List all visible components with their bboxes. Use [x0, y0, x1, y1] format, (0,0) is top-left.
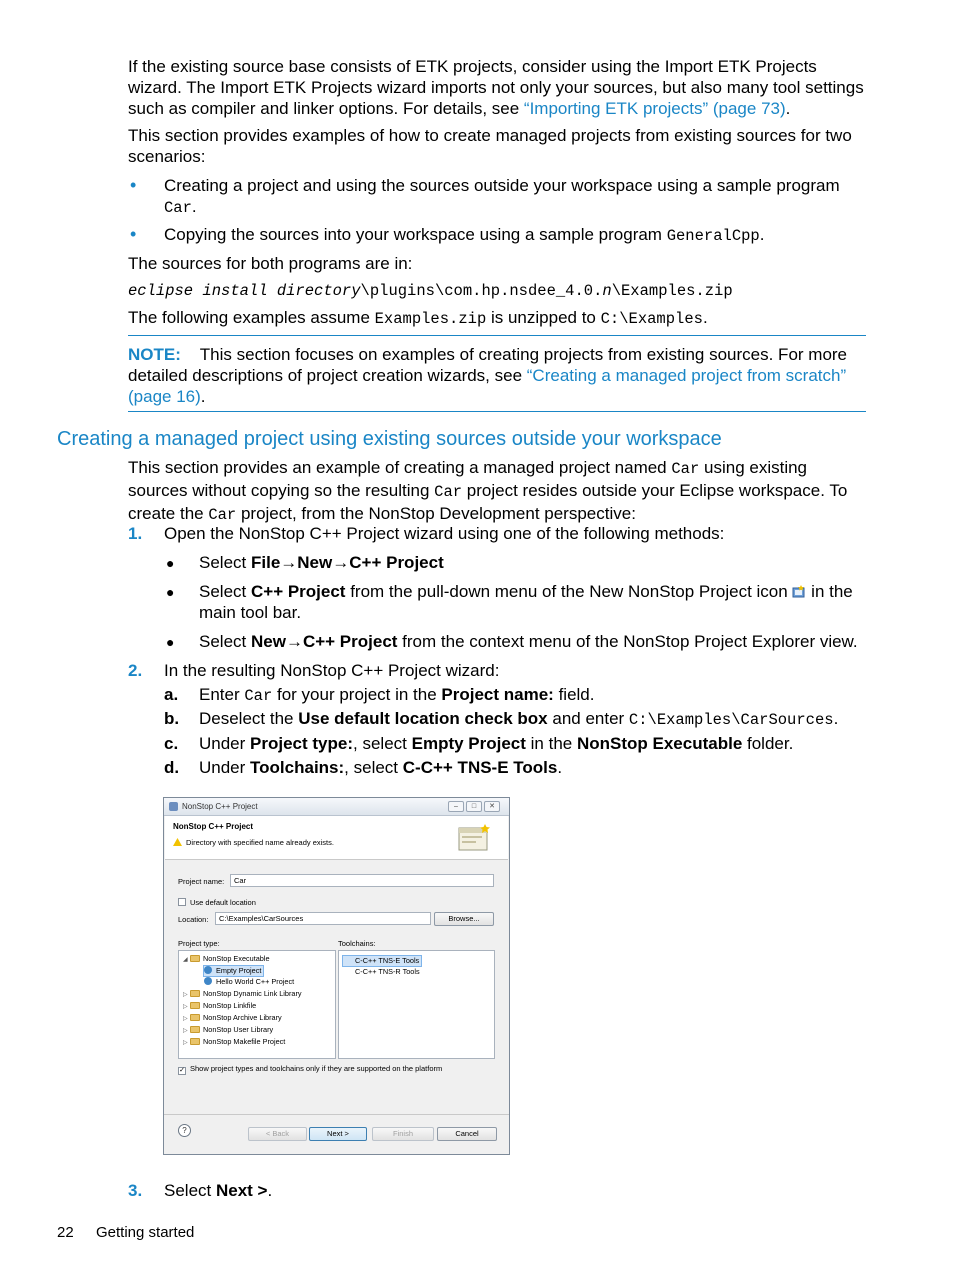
folder-icon [190, 955, 200, 962]
step-number: 3. [128, 1181, 143, 1200]
dialog-title: NonStop C++ Project [182, 802, 258, 811]
tree-item-archive-library[interactable]: ▷ NonStop Archive Library [183, 1013, 282, 1022]
close-button[interactable]: ✕ [484, 801, 500, 812]
step-2-text: In the resulting NonStop C++ Project wizard: [164, 661, 500, 680]
toolchains-label: Toolchains: [338, 939, 376, 948]
back-button[interactable]: < Back [248, 1127, 307, 1141]
bullet-icon: ● [166, 584, 175, 600]
bullet-icon: ● [166, 634, 175, 650]
step-number: 1. [128, 524, 143, 543]
folder-icon [190, 1014, 200, 1021]
step-1-method-3: Select New→C++ Project from the context menu of the NonStop Project Explorer view. [199, 632, 858, 651]
warning-icon [173, 838, 182, 846]
substep-b: Deselect the Use default location check box and enter C:\Examples\CarSources. [199, 709, 839, 729]
project-icon [204, 977, 212, 985]
tree-item-linkfile[interactable]: ▷ NonStop Linkfile [183, 1001, 257, 1010]
step-3-text: Select Next >. [164, 1181, 273, 1200]
tree-item-nonstop-executable[interactable]: ◢ NonStop Executable [183, 954, 270, 963]
creating-managed-project-link[interactable]: “Creating a managed project from scratch” (page 16) [128, 366, 847, 406]
wizard-banner-icon [457, 824, 491, 852]
substep-c: Under Project type:, select Empty Project in the NonStop Executable folder. [199, 734, 794, 753]
step-1-method-1: Select File→New→C++ Project [199, 553, 444, 572]
minimize-button[interactable]: – [448, 801, 464, 812]
project-icon [204, 966, 212, 974]
location-input[interactable]: C:\Examples\CarSources [215, 912, 431, 925]
tree-item-hello-world[interactable]: Hello World C++ Project [204, 977, 294, 987]
toolchains-list[interactable] [338, 950, 495, 1059]
window-icon [169, 802, 178, 811]
project-name-label: Project name: [178, 877, 225, 886]
substep-d: Under Toolchains:, select C-C++ TNS-E Tools. [199, 758, 563, 777]
wizard-warning: Directory with specified name already exists. [173, 838, 334, 847]
bullet-car: Creating a project and using the sources outside your workspace using a sample program Car. [164, 176, 840, 217]
note-top-rule [128, 335, 866, 336]
browse-button[interactable]: Browse... [434, 912, 494, 926]
dialog-separator [164, 1114, 509, 1115]
toolchain-item-tns-e[interactable]: C-C++ TNS-E Tools [342, 955, 422, 967]
assume-paragraph: The following examples assume Examples.zip is unzipped to C:\Examples. [128, 308, 708, 328]
folder-icon [190, 990, 200, 997]
folder-icon [190, 1038, 200, 1045]
nonstop-cpp-project-dialog [163, 797, 510, 1155]
note-box: NOTE: This section focuses on examples of creating projects from existing sources. For more detailed descriptions of project creation wizards, see “Creating a managed project from scratch” (page 16). [128, 345, 848, 406]
tree-item-makefile-project[interactable]: ▷ NonStop Makefile Project [183, 1037, 286, 1046]
examples-path: eclipse install directory\plugins\com.hp.nsdee_4.0.n\Examples.zip [128, 282, 733, 300]
project-name-input[interactable]: Car [230, 874, 494, 887]
tree-item-user-library[interactable]: ▷ NonStop User Library [183, 1025, 274, 1034]
folder-icon [190, 1026, 200, 1033]
footer-title: Getting started [96, 1224, 195, 1241]
substep-letter: d. [164, 758, 180, 777]
section-intro: This section provides an example of creating a managed project named Car using existing sources without copying so the resulting Car project resides outside your Eclipse workspace. To create the Car project, from the NonStop Development perspective: [128, 458, 848, 524]
help-icon[interactable]: ? [178, 1124, 191, 1137]
substep-letter: a. [164, 685, 179, 704]
use-default-location-checkbox[interactable]: Use default location [178, 898, 256, 907]
substep-letter: b. [164, 709, 180, 728]
step-number: 2. [128, 661, 143, 680]
note-bottom-rule [128, 411, 866, 412]
wizard-header [165, 816, 508, 860]
sources-paragraph: The sources for both programs are in: [128, 254, 413, 273]
finish-button[interactable]: Finish [372, 1127, 434, 1141]
bullet-icon: • [130, 175, 137, 195]
section-heading: Creating a managed project using existing sources outside your workspace [57, 428, 722, 450]
next-button[interactable]: Next > [309, 1127, 367, 1141]
maximize-button[interactable]: □ [466, 801, 482, 812]
cancel-button[interactable]: Cancel [437, 1127, 497, 1141]
substep-a: Enter Car for your project in the Project name: field. [199, 685, 595, 705]
step-1-text: Open the NonStop C++ Project wizard using one of the following methods: [164, 524, 725, 543]
bullet-icon: ● [166, 555, 175, 571]
page-number: 22 [57, 1224, 74, 1241]
tree-item-empty-project[interactable]: Empty Project [203, 965, 264, 977]
importing-etk-link[interactable]: “Importing ETK projects” (page 73) [523, 99, 786, 118]
substep-letter: c. [164, 734, 179, 753]
note-label: NOTE: [128, 345, 181, 364]
project-type-label: Project type: [178, 939, 220, 948]
wizard-header-title: NonStop C++ Project [173, 822, 254, 831]
checkbox-icon: ✓ [179, 1067, 185, 1074]
intro-text: If the existing source base consists of ETK projects, consider using the Import ETK Projects wizard. The Import ETK Projects wizard imports not only your sources, but also many tool settings such as compiler and linker options. For details, see [128, 57, 864, 118]
step-1-method-2: Select C++ Project from the pull-down menu of the New NonStop Project icon in the main tool bar. [199, 582, 853, 622]
scenarios-paragraph: This section provides examples of how to create managed projects from existing sources for two scenarios: [128, 126, 852, 166]
new-nonstop-project-icon [792, 582, 806, 595]
bullet-icon: • [130, 224, 137, 244]
project-type-tree[interactable] [178, 950, 336, 1059]
show-supported-checkbox[interactable]: ✓ Show project types and toolchains only if they are supported on the platform [179, 1064, 443, 1074]
dialog-titlebar [164, 798, 509, 816]
bullet-generalcpp: Copying the sources into your workspace using a sample program GeneralCpp. [164, 225, 765, 245]
location-label: Location: [178, 915, 209, 924]
intro-paragraph: If the existing source base consists of ETK projects, consider using the Import ETK Projects wizard. The Import ETK Projects wizard imports not only your sources, but also many tool settings such as compiler and linker options. For details, see “Importing ETK projects” (page 73). [128, 57, 864, 118]
tree-item-dynamic-link-library[interactable]: ▷ NonStop Dynamic Link Library [183, 989, 302, 998]
toolchain-item-tns-r[interactable]: C-C++ TNS-R Tools [355, 967, 420, 976]
checkbox-icon [178, 898, 186, 906]
folder-icon [190, 1002, 200, 1009]
